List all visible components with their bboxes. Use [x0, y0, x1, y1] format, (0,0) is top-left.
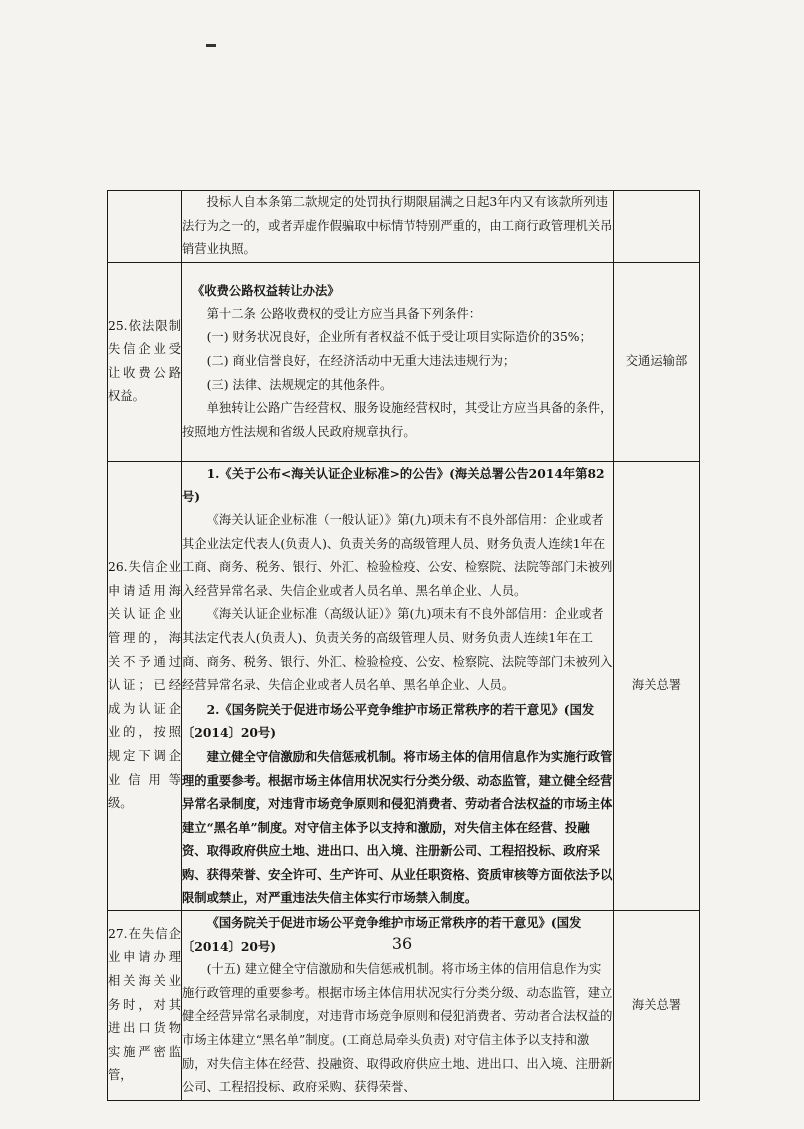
agency: 交通运输部 — [614, 262, 700, 461]
law-cell — [182, 461, 614, 910]
agency: 海关总署 — [614, 911, 700, 1101]
clause-item: (三) 法律、法规规定的其他条件。 — [206, 377, 393, 392]
law-cell — [182, 262, 614, 461]
measures-table — [107, 190, 700, 1101]
continuation-text: 投标人自本条第二款规定的处罚执行期限届满之日起3年内又有该款所列违法行为之一的，或者弄虚作假骗取中标情节特别严重的，由工商行政管理机关吊销营业执照。 — [182, 195, 613, 257]
table-row — [108, 191, 700, 263]
law-paragraph: 《海关认证企业标准（一般认证）》第(九)项未有不良外部信用：企业或者其企业法定代表人(负责人)、负责关务的高级管理人员、财务负责人连续1年在工商、商务、税务、银行、外汇、检验检疫、公安、检察院、法院等部门未被列入经营异常名录、失信企业或者人员名单、黑名单企业、人员。 — [182, 512, 613, 598]
scan-mark — [206, 44, 216, 47]
clause-head: 第十二条 公路收费权的受让方应当具备下列条件： — [206, 306, 482, 321]
clause-item: (一) 财务状况良好，企业所有者权益不低于受让项目实际造价的35%； — [206, 330, 592, 345]
clause-item: (二) 商业信誉良好，在经济活动中无重大违法违规行为； — [206, 353, 516, 368]
agency: 海关总署 — [614, 461, 700, 910]
law-cell — [182, 191, 614, 263]
law-paragraph: 建立健全守信激励和失信惩戒机制。将市场主体的信用信息作为实施行政管理的重要参考。根据市场主体信用状况实行分类分级、动态监管，建立健全经营异常名录制度，对违背市场竞争原则和侵犯消费者、劳动者合法权益的市场主体建立“黑名单”制度。对守信主体予以支持和激励，对失信主体在经营、投融资、取得政府供应土地、进出口、出入境、注册新公司、工程招投标、政府采购、获得荣誉、安全许可、生产许可、从业任职资格、资质审核等方面依法予以限制或禁止，对严重违法失信主体实行市场禁入制度。 — [182, 748, 613, 906]
measure-item: 26.失信企业申请适用海关认证企业管理的，海关不予通过认证；已经成为认证企业的，按照规定下调企业信用等级。 — [108, 461, 182, 910]
measure-item: 27.在失信企业申请办理相关海关业务时，对其进出口货物实施严密监管， — [108, 911, 182, 1101]
law-title: 《国务院关于促进市场公平竞争维护市场正常秩序的若干意见》(国发〔2014〕20号) — [182, 915, 582, 954]
table-row — [108, 461, 700, 910]
clause-tail: 单独转让公路广告经营权、服务设施经营权时，其受让方应当具备的条件，按照地方性法规和省级人民政府规章执行。 — [182, 401, 613, 439]
law-paragraph: (十五) 建立健全守信激励和失信惩戒机制。将市场主体的信用信息作为实施行政管理的重要参考。根据市场主体信用状况实行分类分级、动态监管，建立健全经营异常名录制度，对违背市场竞争原则和侵犯消费者、劳动者合法权益的市场主体建立“黑名单”制度。(工商总局牵头负责) 对守信主体予以支持和激励，对失信主体在经营、投融资、取得政府供应土地、进出口、出入境、注册新公司、工程招投标、政府采购、获得荣誉、 — [182, 962, 613, 1095]
measure-item: 25.依法限制失信企业受让收费公路权益。 — [108, 262, 182, 461]
table-row — [108, 262, 700, 461]
page-number: 36 — [391, 934, 413, 953]
law-paragraph: 《海关认证企业标准（高级认证）》第(九)项未有不良外部信用：企业或者其法定代表人(负责人)、负责关务的高级管理人员、财务负责人连续1年在工商、商务、税务、银行、外汇、检验检疫、公安、检察院、法院等部门未被列入经营异常名录、失信企业或者人员名单、黑名单企业、人员。 — [182, 607, 613, 693]
law-title: 《收费公路权益转让办法》 — [192, 283, 340, 299]
law-title: 2.《国务院关于促进市场公平竞争维护市场正常秩序的若干意见》(国发〔2014〕20号) — [182, 701, 595, 741]
law-title: 1.《关于公布<海关认证企业标准>的公告》(海关总署公告2014年第82号) — [182, 465, 605, 505]
